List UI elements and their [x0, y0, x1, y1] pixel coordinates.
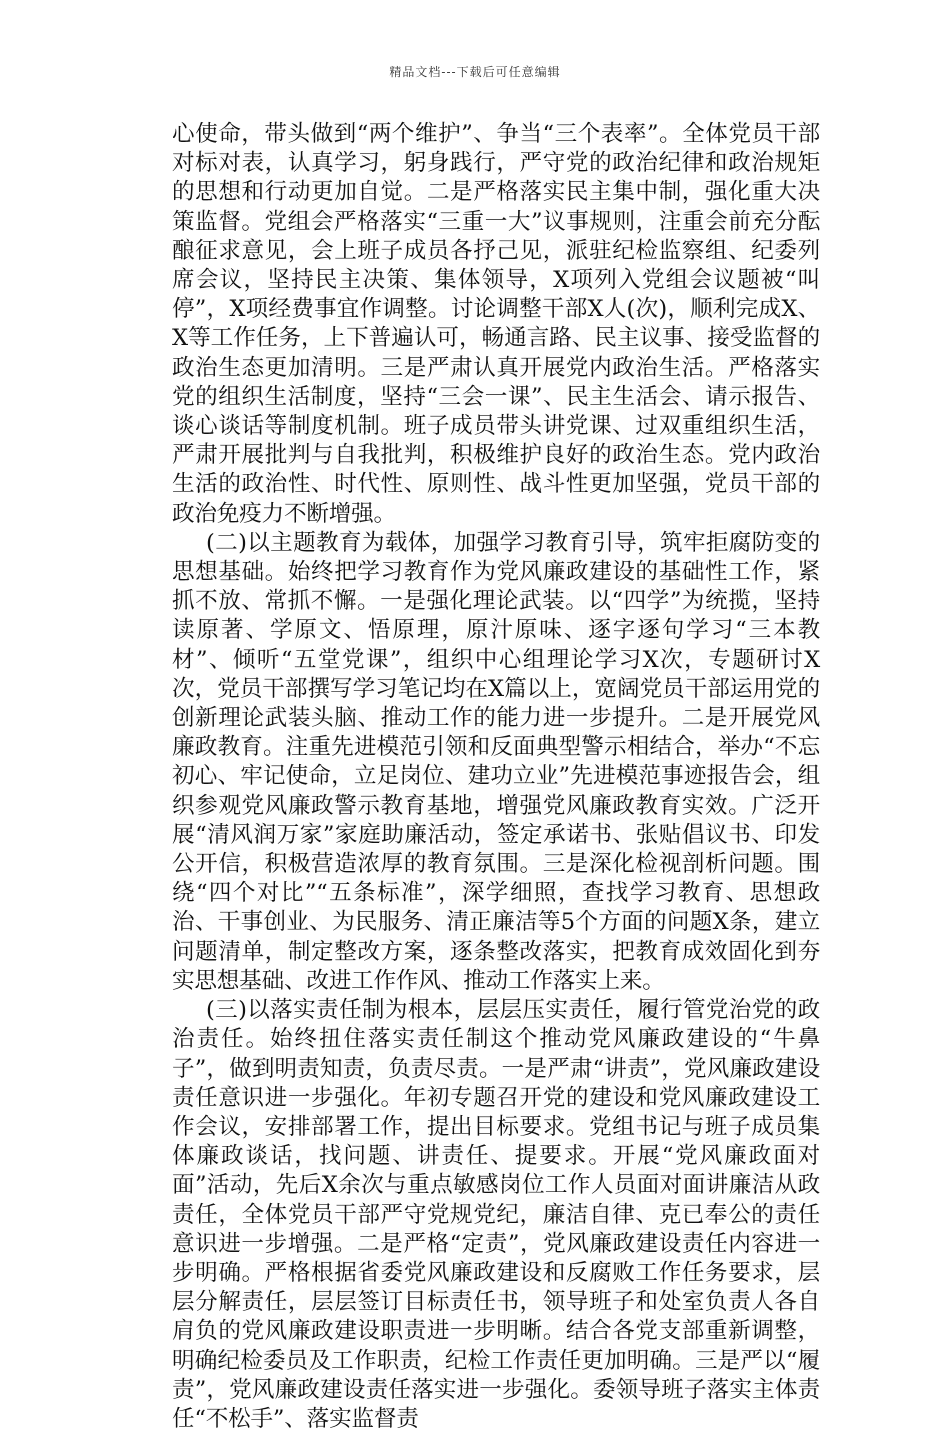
document-body [172, 120, 820, 1434]
paragraph-section-two: (二)以主题教育为载体，加强学习教育引导，筑牢拒腐防变的思想基础。始终把学习教育作为党风廉政建设的基础性工作，紧抓不放、常抓不懈。一是强化理论武装。以“四学”为统揽，坚持读原著、学原文、悟原理，原汁原味、逐字逐句学习“三本教材”、倾听“五堂党课”，组织中心组理论学习X次，专题研讨X次，党员干部撰写学习笔记均在X篇以上，宽阔党员干部运用党的创新理论武装头脑、推动工作的能力进一步提升。二是开展党风廉政教育。注重先进模范引领和反面典型警示相结合，举办“不忘初心、牢记使命，立足岗位、建功立业”先进模范事迹报告会，组织参观党风廉政警示教育基地，增强党风廉政教育实效。广泛开展“清风润万家”家庭助廉活动，签定承诺书、张贴倡议书、印发公开信，积极营造浓厚的教育氛围。三是深化检视剖析问题。围绕“四个对比”“五条标准”，深学细照，查找学习教育、思想政治、干事创业、为民服务、清正廉洁等5个方面的问题X条，建立问题清单，制定整改方案，逐条整改落实，把教育成效固化到夯实思想基础、改进工作作风、推动工作落实上来。 [172, 529, 820, 994]
page-header: 精品文档---下载后可任意编辑 [389, 65, 561, 79]
paragraph-section-three: (三)以落实责任制为根本，层层压实责任，履行管党治党的政治责任。始终扭住落实责任制这个推动党风廉政建设的“牛鼻子”，做到明责知责，负责尽责。一是严肃“讲责”，党风廉政建设责任意识进一步强化。年初专题召开党的建设和党风廉政建设工作会议，安排部署工作，提出目标要求。党组书记与班子成员集体廉政谈话，找问题、讲责任、提要求。开展“党风廉政面对面”活动，先后X余次与重点敏感岗位工作人员面对面讲廉洁从政责任，全体党员干部严守党规党纪，廉洁自律、克已奉公的责任意识进一步增强。二是严格“定责”，党风廉政建设责任内容进一步明确。严格根据省委党风廉政建设和反腐败工作任务要求，层层分解责任，层层签订目标责任书，领导班子和处室负责人各自肩负的党风廉政建设职责进一步明晰。结合各党支部重新调整，明确纪检委员及工作职责，纪检工作责任更加明确。三是严以“履责”，党风廉政建设责任落实进一步强化。委领导班子落实主体责任“不松手”、落实监督责 [172, 997, 820, 1432]
paragraph-continued: 心使命，带头做到“两个维护”、争当“三个表率”。全体党员干部对标对表，认真学习，躬身践行，严守党的政治纪律和政治规矩的思想和行动更加自觉。二是严格落实民主集中制，强化重大决策监督。党组会严格落实“三重一大”议事规则，注重会前充分酝酿征求意见，会上班子成员各抒己见，派驻纪检监察组、纪委列席会议，坚持民主决策、集体领导，X项列入党组会议题被“叫停”，X项经费事宜作调整。讨论调整干部X人(次)，顺利完成X、X等工作任务，上下普遍认可，畅通言路、民主议事、接受监督的政治生态更加清明。三是严肃认真开展党内政治生活。严格落实党的组织生活制度，坚持“三会一课”、民主生活会、请示报告、谈心谈话等制度机制。班子成员带头讲党课、过双重组织生活，严肃开展批判与自我批判，积极维护良好的政治生态。党内政治生活的政治性、时代性、原则性、战斗性更加坚强，党员干部的政治免疫力不断增强。 [172, 121, 820, 527]
